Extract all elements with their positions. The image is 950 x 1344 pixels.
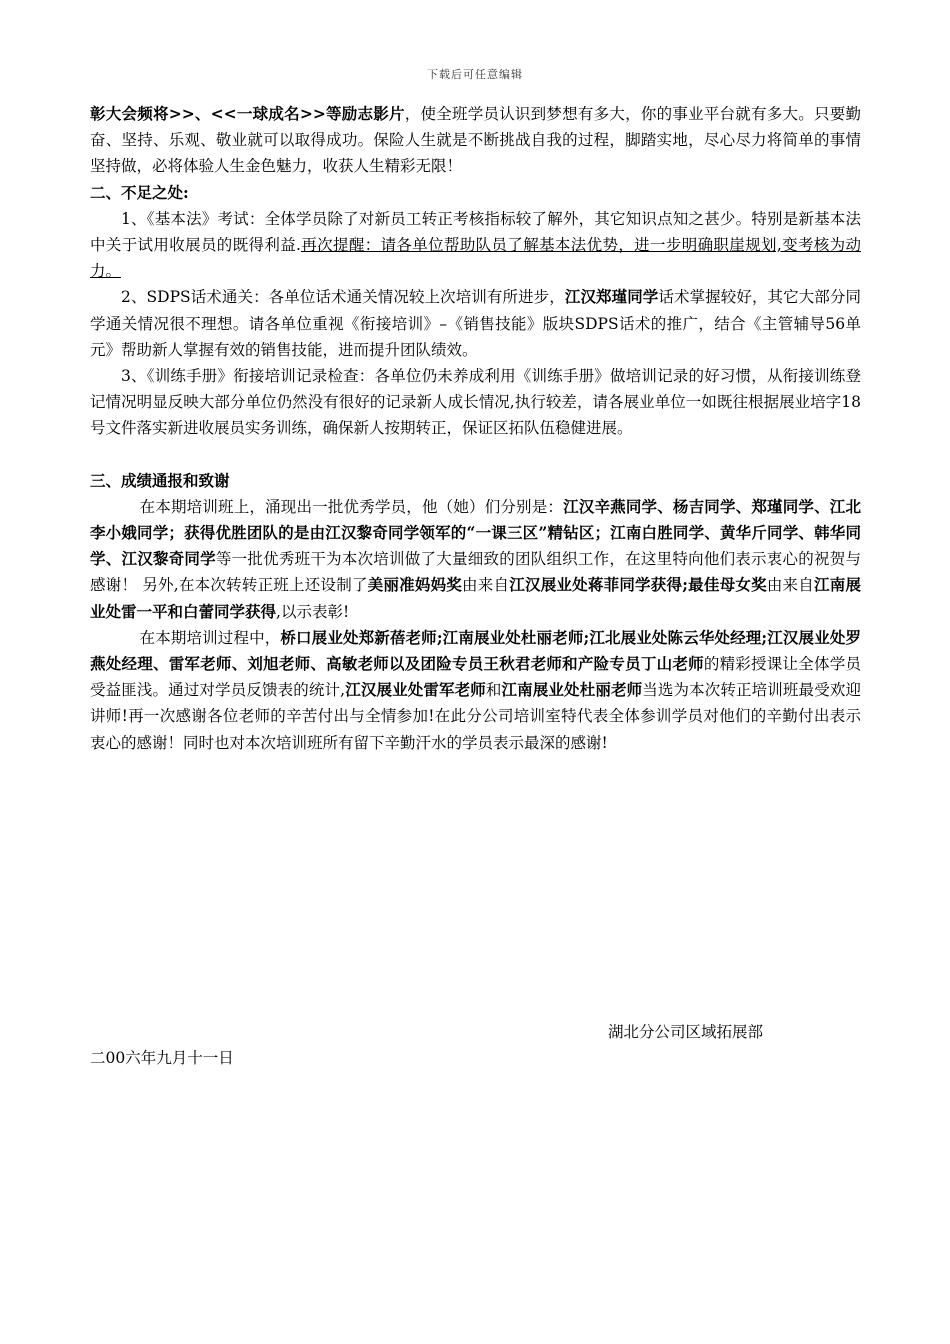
bold-text: 桥口展业处郑新蓓老师;江南展业处杜丽老师;江北展业处陈云华处经理;江汉展业处罗燕处经理、雷军老师、刘旭老师、高敏老师以及团险专员王秋君老师和产险专员丁山老师	[90, 627, 861, 674]
document-body	[90, 101, 861, 756]
document-date: 二00六年九月十一日	[90, 1049, 234, 1067]
bold-text: 江汉展业处雷军老师	[345, 680, 486, 700]
bold-text: 江汉郑瑾同学	[564, 287, 659, 307]
shortcoming-item-2	[90, 284, 861, 363]
bold-text: 江南展业处杜丽老师	[501, 680, 643, 700]
body-text: 当选为本次转正培训班最受欢迎讲师!再一次感谢各位老师的辛苦付出与全情参加!在此分公司培训室特代表全体参训学员对他们的辛勤付出表示衷心的感谢！同时也对本次培训班所有留下辛勤汗水的学员表示最深的感谢!	[90, 681, 861, 752]
bold-text: 江汉展业处蒋菲同学获得;最佳母女奖	[509, 575, 767, 595]
shortcoming-item-3	[90, 363, 861, 442]
thanks-paragraph	[90, 625, 861, 756]
body-text: 3、《训练手册》衔接培训记录检查：各单位仍未养成利用《训练手册》做培训记录的好习惯，从衔接训练登记情况明显反映大部分单位仍然没有很好的记录新人成长情况,执行较差，请各展业单位一如既往根据展业培字18号文件落实新进收展员实务训练，确保新人按期转正，保证区拓队伍稳健进展。	[90, 367, 861, 438]
underlined-text: 再次提醒：请各单位帮助队员了解基本法优势，进一步明确职崖规划,变考核为动力。	[90, 236, 861, 281]
bold-text: 美丽准妈妈奖	[367, 575, 463, 595]
body-text: 2、SDPS话术通关：各单位话术通关情况较上次培训有所进步，	[121, 288, 565, 307]
results-paragraph	[90, 494, 861, 625]
body-text: 由来自	[766, 576, 815, 595]
bold-text: 江汉辛燕同学、杨吉同学、郑瑾同学、江北李小娥同学；获得优胜团队的是由江汉黎奇同学领军的“一课三区”精钻区；江南白胜同学、黄华斤同学、韩华同学、江汉黎奇同学	[90, 496, 861, 569]
body-text: 话术掌握较好，其它大部分同学通关情况很不理想。请各单位重视《衔接培训》–《销售技能》版块SDPS话术的推广，结合《主管辅导56单元》帮助新人掌握有效的销售技能，进而提升团队绩效。	[90, 288, 861, 359]
section-2-title: 二、不足之处:	[90, 182, 189, 202]
body-text: ,以示表彰!	[276, 602, 350, 621]
body-text: 在本期培训班上，涌现出一批优秀学员，他（她）们分别是：	[139, 497, 564, 516]
body-text: 等一批优秀班干为本次培训做了大量细致的团队组织工作，在这里特向他们表示衷心的祝贺与感谢！ 另外,在本次转转正班上还设制了	[90, 550, 861, 595]
body-text: 由来自	[462, 576, 510, 595]
bold-text: 彰大会频将>>、<<一球成名>>等励志影片	[90, 104, 405, 123]
bold-text: 江南展业处雷一平和白蕾同学获得	[90, 575, 861, 621]
intro-paragraph	[90, 101, 861, 180]
body-text: 和	[485, 681, 502, 700]
shortcoming-item-1	[90, 206, 861, 285]
page-header: 下载后可任意编辑	[427, 68, 523, 81]
section-3-title: 三、成绩通报和致谢	[90, 470, 230, 490]
body-text: ，使全班学员认识到梦想有多大，你的事业平台就有多大。只要勤奋、坚持、乐观、敬业就可以取得成功。保险人生就是不断挑战自我的过程，脚踏实地，尽心尽力将简单的事情坚持做，必将体验人生金色魅力，收获人生精彩无限！	[90, 105, 861, 176]
body-text: 1、《基本法》考试：全体学员除了对新员工转正考核指标较了解外，其它知识点知之甚少。特别是新基本法中关于试用收展员的既得利益.	[90, 209, 861, 255]
body-text: 在本期培训过程中，	[139, 628, 281, 647]
body-text: 的精彩授课让全体学员受益匪浅。通过对学员反馈表的统计,	[90, 655, 861, 700]
signature: 湖北分公司区域拓展部	[608, 1023, 764, 1041]
